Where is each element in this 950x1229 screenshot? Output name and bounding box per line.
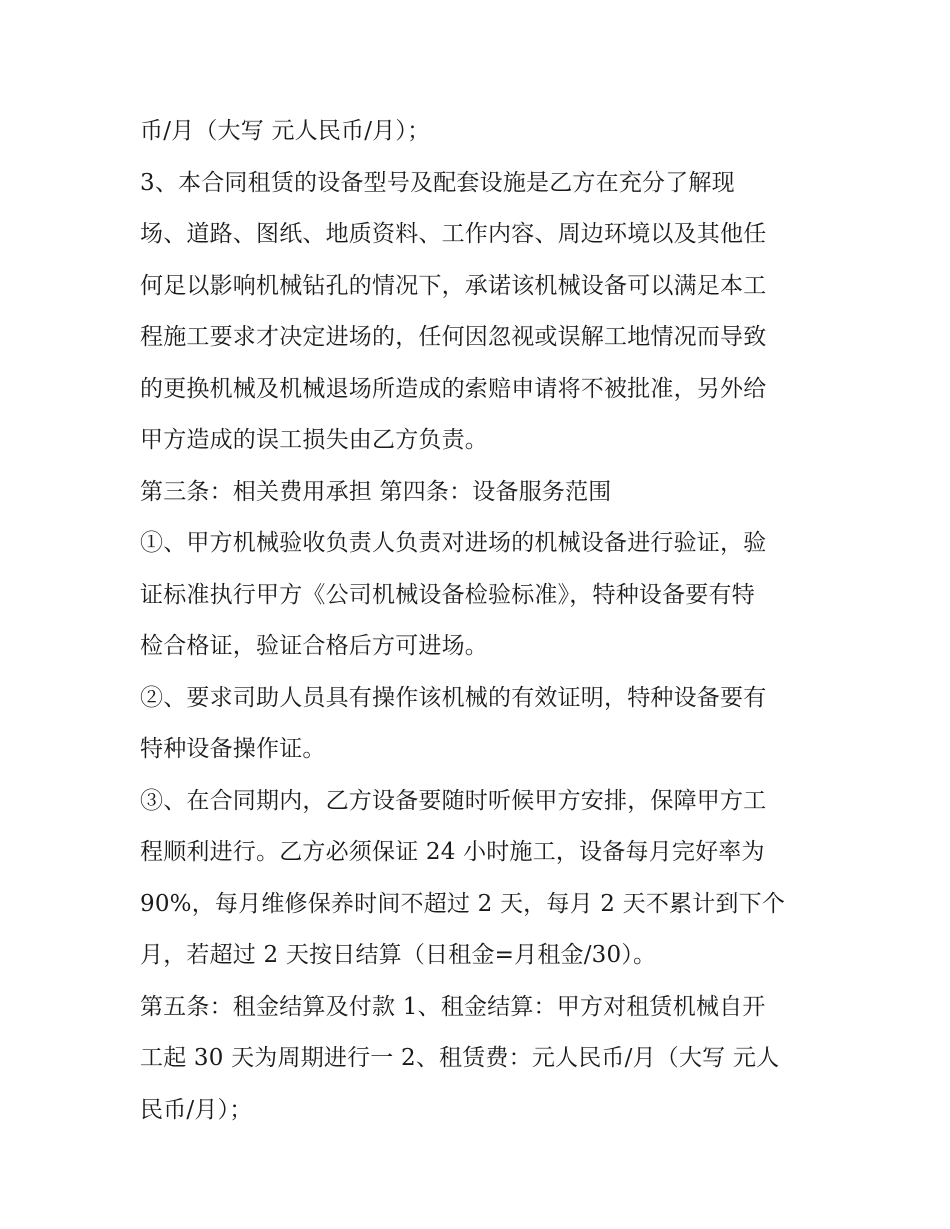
text-line: 场、道路、图纸、地质资料、工作内容、周边环境以及其他任 <box>140 221 767 247</box>
text-line: 甲方造成的误工损失由乙方负责。 <box>140 427 488 453</box>
text-line: 3、本合同租赁的设备型号及配套设施是乙方在充分了解现 <box>140 169 735 196</box>
text-line: 证标准执行甲方《公司机械设备检验标准》，特种设备要有特 <box>140 581 755 608</box>
text-line: ②、要求司助人员具有操作该机械的有效证明，特种设备要有 <box>140 684 767 711</box>
text-line: 90%，每月维修保养时间不超过 2 天，每月 2 天不累计到下个 <box>140 890 786 917</box>
text-line: ③、在合同期内，乙方设备要随时听候甲方安排，保障甲方工 <box>140 787 767 814</box>
section-heading: 第五条：租金结算及付款 1、租金结算：甲方对租赁机械自开 <box>140 993 766 1020</box>
text-line: 币/月（大写 元人民币/月）； <box>140 118 431 144</box>
text-line: 检合格证，验证合格后方可进场。 <box>140 633 488 659</box>
contract-text <box>140 106 820 1136</box>
text-line: 月，若超过 2 天按日结算（日租金=月租金/30）。 <box>140 942 657 968</box>
text-line: ①、甲方机械验收负责人负责对进场的机械设备进行验证，验 <box>140 530 767 556</box>
section-heading: 第三条：相关费用承担 第四条：设备服务范围 <box>140 478 612 505</box>
text-line: 程顺利进行。乙方必须保证 24 小时施工，设备每月完好率为 <box>140 839 765 865</box>
text-line: 工起 30 天为周期进行一 2、租赁费：元人民币/月（大写 元人 <box>140 1045 780 1071</box>
text-line: 程施工要求才决定进场的，任何因忽视或误解工地情况而导致 <box>140 324 767 350</box>
text-line: 何足以影响机械钻孔的情况下，承诺该机械设备可以满足本工 <box>140 272 767 299</box>
text-line: 民币/月）； <box>140 1096 253 1123</box>
text-line: 的更换机械及机械退场所造成的索赔申请将不被批准，另外给 <box>140 375 767 402</box>
text-line: 特种设备操作证。 <box>140 736 326 762</box>
